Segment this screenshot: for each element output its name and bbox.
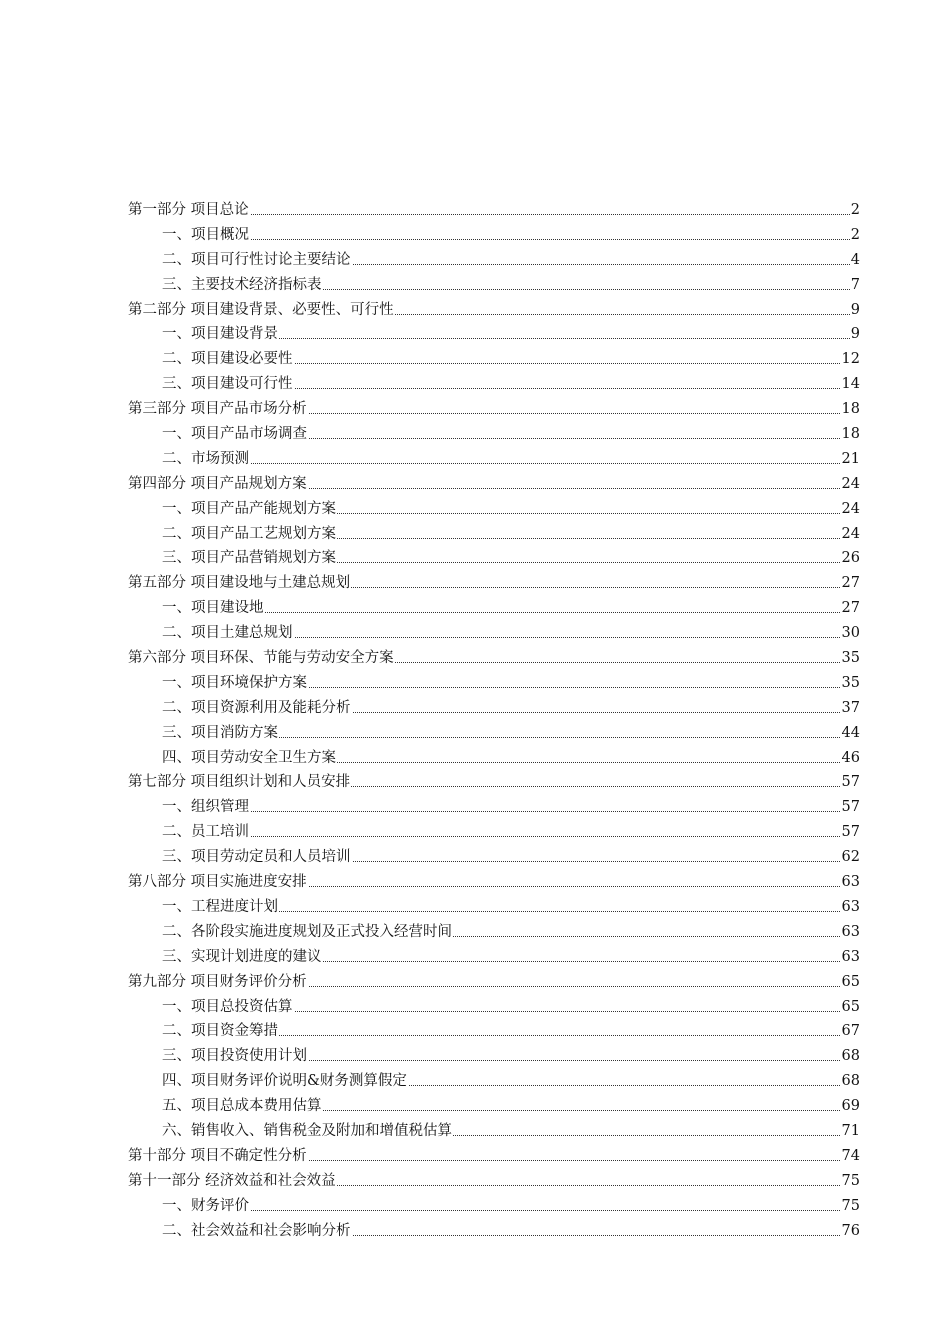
toc-entry-page-number: 21 [841, 447, 860, 472]
toc-entry-page-number: 65 [841, 995, 860, 1020]
toc-section-entry[interactable] [0, 571, 950, 596]
toc-entry-page-number: 46 [841, 746, 860, 771]
toc-entry-page-number: 12 [841, 347, 860, 372]
toc-entry-title: 三、项目投资使用计划 [162, 1044, 308, 1069]
toc-entry-page-number: 44 [841, 721, 860, 746]
toc-entry-page-number: 35 [841, 671, 860, 696]
toc-entry-page-number: 18 [841, 397, 860, 422]
toc-section-entry[interactable] [0, 1144, 950, 1169]
toc-entry-title: 二、社会效益和社会影响分析 [162, 1219, 352, 1244]
toc-subsection-entry[interactable] [0, 1094, 950, 1119]
toc-dot-leader [162, 463, 852, 464]
toc-entry-title: 第十一部分 经济效益和社会效益 [128, 1169, 337, 1194]
toc-subsection-entry[interactable] [0, 795, 950, 820]
toc-entry-page-number: 57 [841, 795, 860, 820]
toc-subsection-entry[interactable] [0, 1019, 950, 1044]
toc-entry-title: 二、项目建设必要性 [162, 347, 294, 372]
toc-entry-title: 第十部分 项目不确定性分析 [128, 1144, 308, 1169]
toc-entry-title: 一、组织管理 [162, 795, 250, 820]
toc-subsection-entry[interactable] [0, 671, 950, 696]
toc-entry-page-number: 74 [841, 1144, 860, 1169]
toc-subsection-entry[interactable] [0, 522, 950, 547]
toc-entry-title: 一、项目环境保护方案 [162, 671, 308, 696]
toc-entry-title: 第二部分 项目建设背景、必要性、可行性 [128, 298, 395, 323]
toc-entry-page-number: 37 [841, 696, 860, 721]
toc-subsection-entry[interactable] [0, 248, 950, 273]
toc-entry-page-number: 62 [841, 845, 860, 870]
toc-subsection-entry[interactable] [0, 721, 950, 746]
toc-entry-page-number: 4 [850, 248, 860, 273]
toc-entry-page-number: 2 [850, 223, 860, 248]
toc-subsection-entry[interactable] [0, 223, 950, 248]
toc-entry-title: 二、项目可行性讨论主要结论 [162, 248, 352, 273]
toc-subsection-entry[interactable] [0, 347, 950, 372]
toc-section-entry[interactable] [0, 646, 950, 671]
toc-entry-page-number: 65 [841, 970, 860, 995]
toc-section-entry[interactable] [0, 298, 950, 323]
toc-entry-page-number: 24 [841, 497, 860, 522]
table-of-contents [0, 198, 950, 1243]
toc-entry-page-number: 57 [841, 820, 860, 845]
toc-entry-title: 五、项目总成本费用估算 [162, 1094, 323, 1119]
toc-subsection-entry[interactable] [0, 596, 950, 621]
toc-entry-title: 第八部分 项目实施进度安排 [128, 870, 308, 895]
toc-entry-title: 一、项目建设地 [162, 596, 265, 621]
toc-entry-page-number: 24 [841, 472, 860, 497]
toc-subsection-entry[interactable] [0, 995, 950, 1020]
toc-entry-title: 一、项目产品产能规划方案 [162, 497, 337, 522]
toc-entry-page-number: 30 [841, 621, 860, 646]
toc-entry-title: 六、销售收入、销售税金及附加和增值税估算 [162, 1119, 453, 1144]
toc-entry-page-number: 9 [850, 298, 860, 323]
toc-dot-leader [162, 239, 852, 240]
toc-entry-title: 四、项目财务评价说明&财务测算假定 [162, 1069, 408, 1094]
toc-entry-page-number: 75 [841, 1169, 860, 1194]
toc-entry-page-number: 68 [841, 1044, 860, 1069]
toc-section-entry[interactable] [0, 198, 950, 223]
toc-entry-title: 二、各阶段实施进度规划及正式投入经营时间 [162, 920, 453, 945]
toc-subsection-entry[interactable] [0, 1219, 950, 1244]
toc-entry-page-number: 71 [841, 1119, 860, 1144]
toc-entry-page-number: 24 [841, 522, 860, 547]
toc-entry-title: 第一部分 项目总论 [128, 198, 250, 223]
toc-subsection-entry[interactable] [0, 621, 950, 646]
toc-entry-title: 第三部分 项目产品市场分析 [128, 397, 308, 422]
toc-subsection-entry[interactable] [0, 895, 950, 920]
toc-entry-title: 三、主要技术经济指标表 [162, 273, 323, 298]
toc-entry-title: 第七部分 项目组织计划和人员安排 [128, 770, 351, 795]
toc-entry-page-number: 76 [841, 1219, 860, 1244]
toc-entry-page-number: 7 [850, 273, 860, 298]
toc-subsection-entry[interactable] [0, 845, 950, 870]
toc-subsection-entry[interactable] [0, 1069, 950, 1094]
toc-entry-title: 二、项目产品工艺规划方案 [162, 522, 337, 547]
toc-section-entry[interactable] [0, 1169, 950, 1194]
toc-entry-page-number: 69 [841, 1094, 860, 1119]
toc-entry-page-number: 75 [841, 1194, 860, 1219]
toc-entry-page-number: 68 [841, 1069, 860, 1094]
toc-entry-page-number: 67 [841, 1019, 860, 1044]
toc-subsection-entry[interactable] [0, 372, 950, 397]
toc-entry-title: 一、项目总投资估算 [162, 995, 294, 1020]
toc-subsection-entry[interactable] [0, 1194, 950, 1219]
toc-section-entry[interactable] [0, 397, 950, 422]
toc-entry-title: 三、项目消防方案 [162, 721, 279, 746]
toc-entry-title: 三、项目劳动定员和人员培训 [162, 845, 352, 870]
toc-subsection-entry[interactable] [0, 696, 950, 721]
toc-section-entry[interactable] [0, 870, 950, 895]
toc-section-entry[interactable] [0, 472, 950, 497]
toc-entry-page-number: 2 [850, 198, 860, 223]
toc-entry-title: 一、项目概况 [162, 223, 250, 248]
toc-entry-title: 二、项目资源利用及能耗分析 [162, 696, 352, 721]
toc-entry-title: 一、项目产品市场调查 [162, 422, 308, 447]
toc-entry-page-number: 35 [841, 646, 860, 671]
toc-entry-title: 二、员工培训 [162, 820, 250, 845]
toc-entry-page-number: 18 [841, 422, 860, 447]
toc-entry-title: 第六部分 项目环保、节能与劳动安全方案 [128, 646, 395, 671]
toc-subsection-entry[interactable] [0, 820, 950, 845]
toc-subsection-entry[interactable] [0, 1119, 950, 1144]
toc-dot-leader [162, 612, 852, 613]
toc-entry-title: 一、财务评价 [162, 1194, 250, 1219]
toc-entry-title: 三、实现计划进度的建议 [162, 945, 323, 970]
toc-entry-page-number: 27 [841, 596, 860, 621]
toc-section-entry[interactable] [0, 770, 950, 795]
toc-subsection-entry[interactable] [0, 497, 950, 522]
toc-entry-title: 二、项目资金筹措 [162, 1019, 279, 1044]
toc-subsection-entry[interactable] [0, 945, 950, 970]
toc-subsection-entry[interactable] [0, 746, 950, 771]
toc-entry-page-number: 63 [841, 920, 860, 945]
toc-dot-leader [162, 836, 852, 837]
toc-subsection-entry[interactable] [0, 1044, 950, 1069]
toc-entry-page-number: 9 [850, 322, 860, 347]
toc-subsection-entry[interactable] [0, 920, 950, 945]
toc-subsection-entry[interactable] [0, 422, 950, 447]
toc-entry-page-number: 63 [841, 945, 860, 970]
toc-subsection-entry[interactable] [0, 447, 950, 472]
toc-entry-page-number: 14 [841, 372, 860, 397]
toc-entry-page-number: 63 [841, 870, 860, 895]
toc-subsection-entry[interactable] [0, 546, 950, 571]
toc-section-entry[interactable] [0, 970, 950, 995]
toc-entry-title: 第五部分 项目建设地与土建总规划 [128, 571, 351, 596]
toc-entry-page-number: 57 [841, 770, 860, 795]
toc-entry-title: 四、项目劳动安全卫生方案 [162, 746, 337, 771]
toc-entry-title: 二、项目土建总规划 [162, 621, 294, 646]
toc-entry-page-number: 26 [841, 546, 860, 571]
toc-entry-title: 三、项目建设可行性 [162, 372, 294, 397]
toc-entry-page-number: 27 [841, 571, 860, 596]
toc-entry-title: 第四部分 项目产品规划方案 [128, 472, 308, 497]
toc-entry-page-number: 63 [841, 895, 860, 920]
toc-subsection-entry[interactable] [0, 322, 950, 347]
toc-subsection-entry[interactable] [0, 273, 950, 298]
toc-entry-title: 三、项目产品营销规划方案 [162, 546, 337, 571]
toc-entry-title: 一、工程进度计划 [162, 895, 279, 920]
toc-dot-leader [162, 811, 852, 812]
toc-entry-title: 第九部分 项目财务评价分析 [128, 970, 308, 995]
toc-entry-title: 一、项目建设背景 [162, 322, 279, 347]
toc-entry-title: 二、市场预测 [162, 447, 250, 472]
toc-dot-leader [162, 1210, 852, 1211]
